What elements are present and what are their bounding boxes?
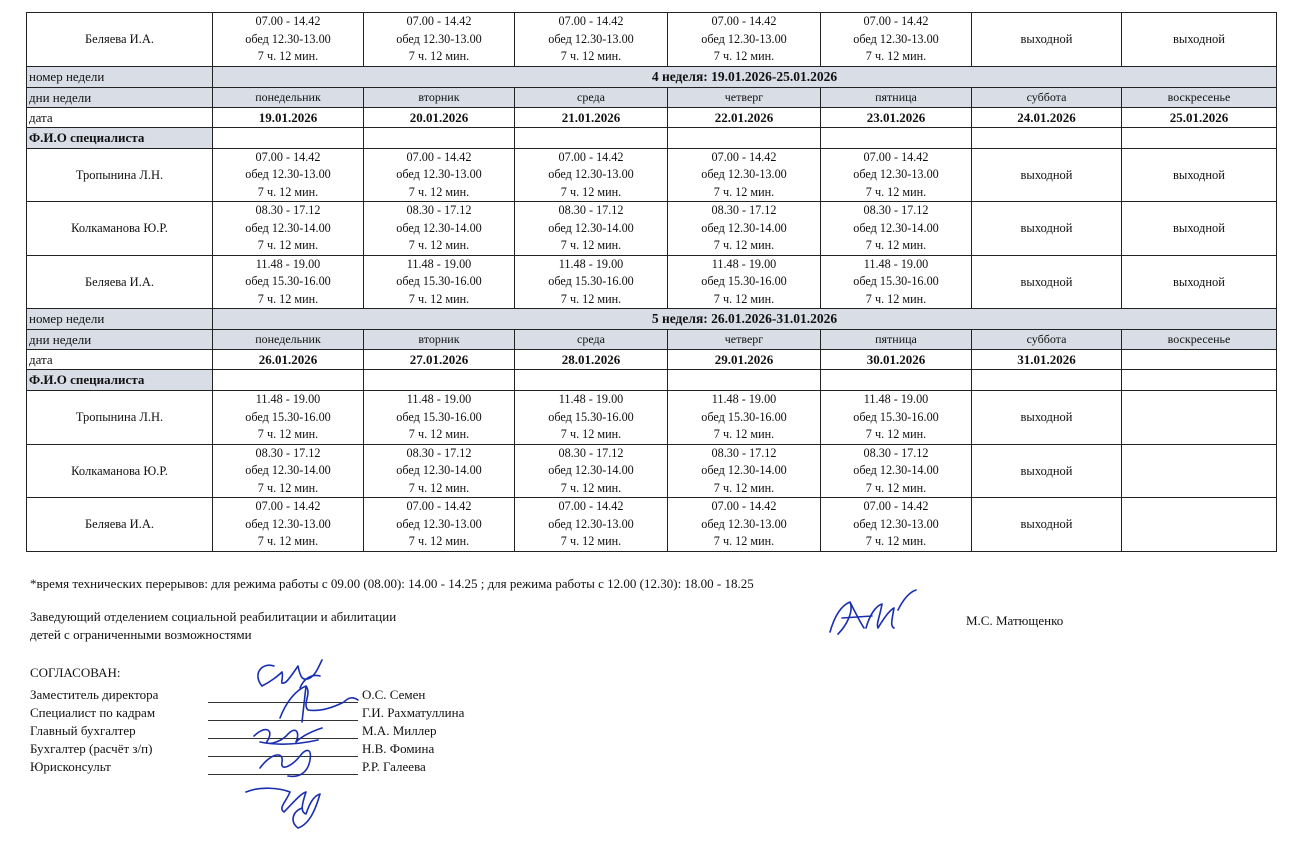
shift-duration: 7 ч. 12 мин.	[713, 480, 775, 495]
saturday-cell: выходной	[972, 391, 1122, 445]
weekday-name: суббота	[972, 87, 1122, 107]
empty-cell	[668, 127, 821, 148]
date-cell: 31.01.2026	[972, 350, 1122, 370]
lunch-break: обед 12.30-13.00	[396, 167, 482, 181]
shift-duration: 7 ч. 12 мин.	[408, 427, 470, 441]
approval-signatures	[240, 652, 390, 842]
shift-duration: 7 ч. 12 мин.	[560, 291, 622, 306]
lunch-break: обед 15.30-16.00	[396, 409, 482, 424]
week-number-row	[27, 309, 1277, 330]
shift-hours: 11.48 - 19.00	[406, 392, 472, 406]
empty-cell	[1122, 127, 1277, 148]
sunday-cell: выходной	[1122, 202, 1277, 256]
shift-cell	[668, 148, 821, 202]
specialist-row	[27, 13, 1277, 67]
specialist-row	[27, 255, 1277, 309]
head-signature	[820, 588, 920, 646]
shift-cell	[668, 202, 821, 256]
shift-duration: 7 ч. 12 мин.	[713, 291, 775, 306]
dates-row	[27, 107, 1277, 127]
weekday-name: вторник	[364, 330, 515, 350]
lunch-break: обед 15.30-16.00	[245, 409, 331, 424]
shift-hours: 08.30 - 17.12	[711, 445, 777, 460]
shift-cell	[821, 444, 972, 498]
specialist-name: Колкаманова Ю.Р.	[27, 444, 213, 498]
shift-cell	[668, 391, 821, 445]
lunch-break: обед 12.30-13.00	[245, 167, 331, 181]
sunday-cell: выходной	[1122, 13, 1277, 67]
shift-hours: 11.48 - 19.00	[406, 256, 472, 271]
shift-hours: 07.00 - 14.42	[863, 14, 929, 28]
shift-cell	[515, 148, 668, 202]
approval-role: Заместитель директора	[30, 687, 159, 702]
week-title: 5 неделя: 26.01.2026-31.01.2026	[213, 309, 1277, 330]
shift-duration: 7 ч. 12 мин.	[560, 184, 622, 199]
specialist-row	[27, 202, 1277, 256]
empty-cell	[213, 127, 364, 148]
empty-cell	[1122, 370, 1277, 391]
shift-hours: 07.00 - 14.42	[711, 149, 777, 164]
lunch-break: обед 12.30-14.00	[245, 220, 331, 235]
shift-cell	[364, 498, 515, 552]
specialist-name: Беляева И.А.	[27, 498, 213, 552]
shift-duration: 7 ч. 12 мин.	[713, 184, 775, 199]
shift-cell	[213, 13, 364, 67]
week-title: 4 неделя: 19.01.2026-25.01.2026	[213, 66, 1277, 87]
shift-hours: 11.48 - 19.00	[863, 392, 929, 406]
shift-duration: 7 ч. 12 мин.	[257, 184, 319, 199]
weekday-name: суббота	[972, 330, 1122, 350]
date-label: дата	[27, 350, 213, 370]
shift-hours: 07.00 - 14.42	[863, 149, 929, 164]
lunch-break: обед 12.30-13.00	[548, 516, 634, 531]
empty-cell	[364, 127, 515, 148]
shift-duration: 7 ч. 12 мин.	[257, 534, 319, 548]
shift-hours: 11.48 - 19.00	[711, 392, 777, 406]
shift-hours: 08.30 - 17.12	[558, 445, 624, 460]
saturday-cell: выходной	[972, 255, 1122, 309]
lunch-break: обед 15.30-16.00	[853, 274, 939, 288]
specialist-name: Беляева И.А.	[27, 13, 213, 67]
shift-hours: 11.48 - 19.00	[255, 256, 321, 271]
weekday-name: четверг	[668, 87, 821, 107]
shift-cell	[515, 444, 668, 498]
week-number-row	[27, 66, 1277, 87]
weekday-name: вторник	[364, 87, 515, 107]
shift-duration: 7 ч. 12 мин.	[560, 238, 622, 252]
weekday-name: понедельник	[213, 87, 364, 107]
approval-name: М.А. Миллер	[362, 723, 437, 738]
shift-duration: 7 ч. 12 мин.	[865, 238, 927, 252]
date-cell: 21.01.2026	[515, 107, 668, 127]
lunch-break: обед 12.30-13.00	[853, 516, 939, 531]
shift-cell	[364, 391, 515, 445]
lunch-break: обед 12.30-14.00	[548, 463, 634, 477]
empty-cell	[972, 127, 1122, 148]
saturday-cell: выходной	[972, 148, 1122, 202]
shift-hours: 07.00 - 14.42	[255, 14, 321, 28]
shift-duration: 7 ч. 12 мин.	[257, 427, 319, 441]
empty-cell	[972, 370, 1122, 391]
lunch-break: обед 12.30-14.00	[396, 220, 482, 235]
specialist-row	[27, 391, 1277, 445]
shift-hours: 07.00 - 14.42	[558, 499, 624, 513]
shift-hours: 07.00 - 14.42	[406, 14, 472, 28]
date-cell: 27.01.2026	[364, 350, 515, 370]
shift-hours: 07.00 - 14.42	[711, 499, 777, 513]
weekday-name: четверг	[668, 330, 821, 350]
shift-duration: 7 ч. 12 мин.	[713, 534, 775, 548]
sunday-cell	[1122, 444, 1277, 498]
date-cell	[1122, 350, 1277, 370]
lunch-break: обед 12.30-13.00	[245, 31, 331, 46]
shift-cell	[515, 13, 668, 67]
shift-duration: 7 ч. 12 мин.	[865, 480, 927, 495]
weekdays-row	[27, 87, 1277, 107]
empty-cell	[364, 370, 515, 391]
lunch-break: обед 12.30-13.00	[548, 31, 634, 46]
shift-duration: 7 ч. 12 мин.	[408, 184, 470, 199]
shift-cell	[213, 444, 364, 498]
shift-duration: 7 ч. 12 мин.	[713, 238, 775, 252]
lunch-break: обед 15.30-16.00	[701, 409, 787, 424]
specialist-name: Тропынина Л.Н.	[27, 148, 213, 202]
shift-duration: 7 ч. 12 мин.	[257, 291, 319, 306]
saturday-cell: выходной	[972, 13, 1122, 67]
lunch-break: обед 15.30-16.00	[548, 409, 634, 424]
lunch-break: обед 12.30-14.00	[245, 463, 331, 477]
lunch-break: обед 15.30-16.00	[245, 274, 331, 288]
week-number-label: номер недели	[27, 309, 213, 330]
lunch-break: обед 15.30-16.00	[548, 274, 634, 288]
shift-cell	[821, 498, 972, 552]
shift-duration: 7 ч. 12 мин.	[865, 49, 927, 63]
shift-cell	[821, 255, 972, 309]
lunch-break: обед 12.30-13.00	[701, 31, 787, 46]
shift-duration: 7 ч. 12 мин.	[257, 238, 319, 252]
shift-duration: 7 ч. 12 мин.	[560, 534, 622, 548]
approval-role: Специалист по кадрам	[30, 705, 156, 720]
date-cell: 26.01.2026	[213, 350, 364, 370]
shift-cell	[668, 498, 821, 552]
shift-hours: 07.00 - 14.42	[711, 14, 777, 28]
shift-hours: 07.00 - 14.42	[255, 149, 321, 164]
specialist-row	[27, 444, 1277, 498]
shift-cell	[515, 391, 668, 445]
shift-hours: 07.00 - 14.42	[558, 14, 624, 28]
shift-cell	[364, 13, 515, 67]
weekday-name: среда	[515, 330, 668, 350]
shift-cell	[821, 391, 972, 445]
head-of-dept-name: М.С. Матющенко	[966, 613, 1064, 628]
specialist-row	[27, 498, 1277, 552]
approval-role: Главный бухгалтер	[30, 723, 136, 738]
shift-cell	[213, 148, 364, 202]
shift-duration: 7 ч. 12 мин.	[408, 238, 470, 252]
lunch-break: обед 12.30-14.00	[853, 463, 939, 477]
shift-duration: 7 ч. 12 мин.	[408, 49, 470, 63]
lunch-break: обед 15.30-16.00	[853, 409, 939, 424]
shift-hours: 07.00 - 14.42	[406, 499, 472, 513]
shift-duration: 7 ч. 12 мин.	[865, 534, 927, 548]
date-cell: 19.01.2026	[213, 107, 364, 127]
shift-cell	[213, 391, 364, 445]
approval-name: Г.И. Рахматуллина	[362, 705, 465, 720]
shift-hours: 08.30 - 17.12	[255, 203, 321, 217]
dates-row	[27, 350, 1277, 370]
weekday-name: пятница	[821, 87, 972, 107]
shift-duration: 7 ч. 12 мин.	[865, 427, 927, 441]
shift-hours: 11.48 - 19.00	[711, 256, 777, 271]
lunch-break: обед 12.30-13.00	[701, 516, 787, 531]
weekdays-label: дни недели	[27, 87, 213, 107]
shift-hours: 11.48 - 19.00	[558, 256, 624, 271]
lunch-break: обед 12.30-14.00	[396, 463, 482, 477]
lunch-break: обед 12.30-14.00	[701, 463, 787, 477]
empty-cell	[668, 370, 821, 391]
shift-cell	[213, 498, 364, 552]
weekday-name: понедельник	[213, 330, 364, 350]
weekday-name: воскресенье	[1122, 87, 1277, 107]
fio-label: Ф.И.О специалиста	[27, 370, 213, 391]
lunch-break: обед 12.30-13.00	[396, 516, 482, 531]
shift-duration: 7 ч. 12 мин.	[560, 480, 622, 495]
saturday-cell: выходной	[972, 444, 1122, 498]
shift-cell	[515, 255, 668, 309]
empty-cell	[213, 370, 364, 391]
approval-name: Р.Р. Галеева	[362, 759, 426, 774]
shift-duration: 7 ч. 12 мин.	[560, 427, 622, 441]
date-cell: 22.01.2026	[668, 107, 821, 127]
approval-name: Н.В. Фомина	[362, 741, 435, 756]
weekdays-label: дни недели	[27, 330, 213, 350]
lunch-break: обед 12.30-13.00	[853, 31, 939, 46]
weekday-name: пятница	[821, 330, 972, 350]
shift-cell	[515, 202, 668, 256]
empty-cell	[515, 370, 668, 391]
approval-role: Бухгалтер (расчёт з/п)	[30, 741, 153, 756]
shift-cell	[821, 148, 972, 202]
lunch-break: обед 12.30-13.00	[396, 31, 482, 46]
lunch-break: обед 12.30-13.00	[701, 167, 787, 181]
shift-hours: 08.30 - 17.12	[255, 445, 321, 460]
shift-hours: 07.00 - 14.42	[406, 149, 472, 164]
saturday-cell: выходной	[972, 202, 1122, 256]
empty-cell	[821, 127, 972, 148]
shift-cell	[364, 255, 515, 309]
empty-cell	[515, 127, 668, 148]
fio-label: Ф.И.О специалиста	[27, 127, 213, 148]
shift-cell	[213, 202, 364, 256]
shift-duration: 7 ч. 12 мин.	[257, 49, 319, 63]
weekday-name: воскресенье	[1122, 330, 1277, 350]
head-of-dept-title: Заведующий отделением социальной реабилитации и абилитации детей с ограниченными возможностями	[30, 609, 397, 642]
shift-cell	[821, 13, 972, 67]
date-cell: 23.01.2026	[821, 107, 972, 127]
shift-hours: 11.48 - 19.00	[863, 256, 929, 271]
shift-hours: 11.48 - 19.00	[558, 392, 624, 406]
fio-header-row	[27, 127, 1277, 148]
shift-duration: 7 ч. 12 мин.	[713, 427, 775, 441]
fio-header-row	[27, 370, 1277, 391]
footnote: *время технических перерывов: для режима работы с 09.00 (08.00): 14.00 - 14.25 ; для режима работы с 12.00 (12.30): 18.00 - 18.25	[30, 576, 754, 591]
sunday-cell: выходной	[1122, 148, 1277, 202]
shift-cell	[364, 202, 515, 256]
sunday-cell	[1122, 498, 1277, 552]
shift-hours: 07.00 - 14.42	[255, 499, 321, 513]
shift-duration: 7 ч. 12 мин.	[408, 291, 470, 306]
schedule-table	[26, 12, 1277, 552]
shift-hours: 08.30 - 17.12	[406, 445, 472, 460]
shift-hours: 08.30 - 17.12	[558, 203, 624, 217]
shift-hours: 08.30 - 17.12	[863, 203, 929, 217]
sunday-cell: выходной	[1122, 255, 1277, 309]
lunch-break: обед 12.30-14.00	[701, 220, 787, 235]
shift-duration: 7 ч. 12 мин.	[713, 49, 775, 63]
date-cell: 29.01.2026	[668, 350, 821, 370]
shift-duration: 7 ч. 12 мин.	[408, 534, 470, 548]
date-cell: 30.01.2026	[821, 350, 972, 370]
shift-cell	[364, 148, 515, 202]
shift-duration: 7 ч. 12 мин.	[408, 480, 470, 495]
shift-cell	[213, 255, 364, 309]
lunch-break: обед 15.30-16.00	[701, 274, 787, 288]
lunch-break: обед 12.30-14.00	[853, 220, 939, 235]
approval-name: О.С. Семен	[362, 687, 426, 702]
shift-hours: 11.48 - 19.00	[255, 392, 321, 406]
date-cell: 25.01.2026	[1122, 107, 1277, 127]
date-cell: 24.01.2026	[972, 107, 1122, 127]
lunch-break: обед 12.30-13.00	[548, 167, 634, 181]
shift-duration: 7 ч. 12 мин.	[865, 291, 927, 306]
date-label: дата	[27, 107, 213, 127]
shift-hours: 08.30 - 17.12	[406, 203, 472, 217]
shift-hours: 08.30 - 17.12	[711, 203, 777, 217]
sunday-cell	[1122, 391, 1277, 445]
shift-duration: 7 ч. 12 мин.	[560, 49, 622, 63]
week-number-label: номер недели	[27, 66, 213, 87]
specialist-name: Колкаманова Ю.Р.	[27, 202, 213, 256]
shift-hours: 07.00 - 14.42	[558, 149, 624, 164]
lunch-break: обед 12.30-13.00	[245, 516, 331, 531]
shift-cell	[364, 444, 515, 498]
shift-cell	[668, 255, 821, 309]
shift-duration: 7 ч. 12 мин.	[865, 184, 927, 199]
shift-hours: 08.30 - 17.12	[863, 445, 929, 460]
weekdays-row	[27, 330, 1277, 350]
shift-cell	[515, 498, 668, 552]
lunch-break: обед 12.30-14.00	[548, 220, 634, 235]
saturday-cell: выходной	[972, 498, 1122, 552]
approval-role: Юрисконсульт	[30, 759, 111, 774]
lunch-break: обед 15.30-16.00	[396, 274, 482, 288]
approval-heading: СОГЛАСОВАН:	[30, 665, 121, 680]
shift-cell	[821, 202, 972, 256]
shift-duration: 7 ч. 12 мин.	[257, 480, 319, 495]
shift-cell	[668, 13, 821, 67]
specialist-row	[27, 148, 1277, 202]
specialist-name: Беляева И.А.	[27, 255, 213, 309]
shift-hours: 07.00 - 14.42	[863, 499, 929, 513]
empty-cell	[821, 370, 972, 391]
shift-cell	[668, 444, 821, 498]
specialist-name: Тропынина Л.Н.	[27, 391, 213, 445]
date-cell: 28.01.2026	[515, 350, 668, 370]
lunch-break: обед 12.30-13.00	[853, 167, 939, 181]
date-cell: 20.01.2026	[364, 107, 515, 127]
weekday-name: среда	[515, 87, 668, 107]
